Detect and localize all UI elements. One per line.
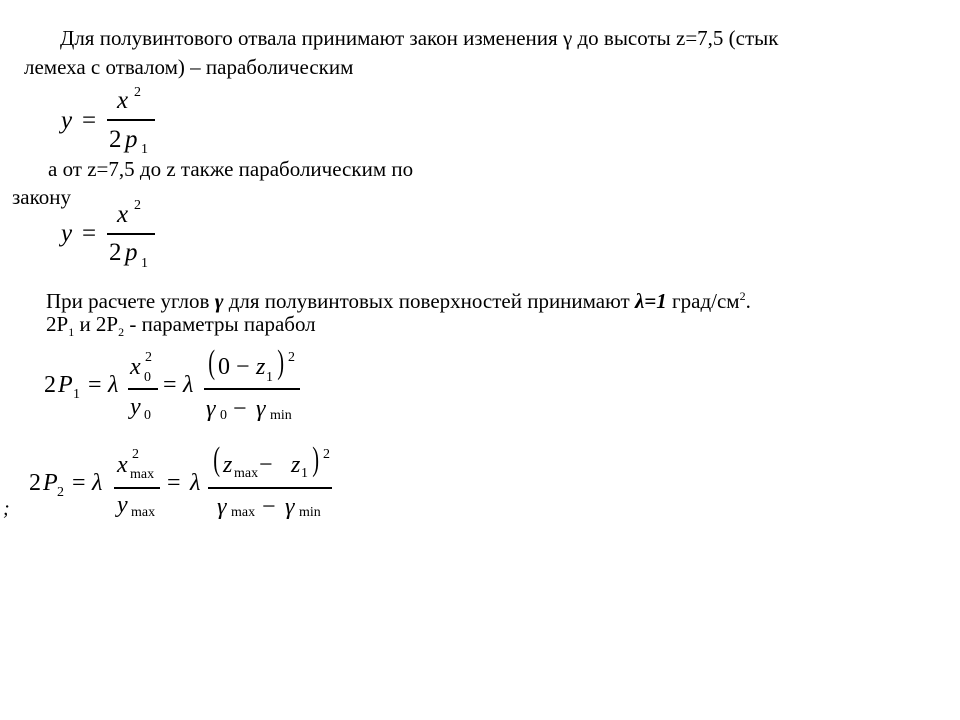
eq-p1-den2-a: γ (206, 396, 216, 422)
formula1-num-exp: 2 (134, 85, 141, 100)
eq-p2-num1-sub: max (130, 467, 155, 482)
eq-p2-fraction-bar-2 (208, 487, 332, 489)
lambda-text-pre: При расчете углов (46, 289, 215, 313)
eq-p1-lambda-1: λ (108, 372, 119, 398)
formula2-den-var: p (125, 239, 138, 266)
formula2-num-var: x (117, 201, 129, 228)
eq-p1-num2-content: 0 − (218, 354, 250, 380)
eq-p2-num2-sub-a: max (234, 466, 259, 481)
eq-p2-lhs-sub: 2 (57, 485, 64, 500)
eq-p1-lhs-sub: 1 (73, 387, 80, 402)
formula1-den-var: p (125, 126, 138, 153)
formula2-lhs: y (61, 220, 73, 247)
eq-p2-fraction-bar-1 (114, 487, 160, 489)
eq-p2-paren-close: ) (312, 441, 320, 478)
lambda-unit-exp: 2 (739, 289, 746, 303)
lambda-end: . (745, 289, 751, 313)
lambda-value: λ=1 (634, 289, 667, 313)
eq-p2-num2-minus: − (259, 452, 273, 478)
eq-p2-num2-sub-b: 1 (301, 466, 308, 481)
formula1-num-var: x (117, 87, 129, 114)
eq-p1-num1-var: x (130, 354, 141, 380)
intro-line-2: лемеха с отвалом) – параболическим (24, 55, 354, 79)
formula2-den-coef: 2 (109, 239, 122, 266)
eq-p1-lambda-2: λ (183, 372, 194, 398)
eq-p2-lhs-var: P (43, 470, 58, 496)
params-p2-sub: 2 (118, 325, 125, 340)
params-p1: 2P (46, 312, 69, 336)
eq-p2-num1-var: x (117, 452, 128, 478)
eq-p2-den2-b-sub: min (299, 505, 321, 520)
lambda-unit: град/см (666, 289, 740, 313)
eq-p2-lambda-2: λ (190, 470, 201, 496)
lambda-text-mid: для полувинтовых поверхностей принимают (223, 289, 635, 313)
eq-p2-num2-exp: 2 (323, 447, 330, 462)
formula1-den-sub: 1 (141, 142, 148, 157)
eq-p1-num2-var: z (256, 354, 266, 380)
intro-line-1: Для полувинтового отвала принимают закон изменения γ до высоты z=7,5 (стык (60, 26, 779, 50)
eq-p2-num2-var-b: z (291, 452, 301, 478)
eq-p1-equals-2: = (163, 372, 177, 398)
eq-p2-paren-open: ( (213, 441, 221, 478)
formula1-fraction-bar (107, 119, 155, 121)
second-line-1: а от z=7,5 до z также параболическим по (48, 157, 414, 181)
formula1-den-coef: 2 (109, 126, 122, 153)
eq-p1-paren-open: ( (208, 344, 216, 381)
eq-p2-equals-1: = (72, 470, 86, 496)
eq-p1-den1-var: y (130, 394, 141, 420)
eq-p2-den2-b: γ (285, 494, 295, 520)
formula1-lhs: y (61, 107, 73, 134)
eq-p2-den2-a-sub: max (231, 505, 256, 520)
eq-p1-den2-a-sub: 0 (220, 408, 227, 423)
eq-p2-den2-a: γ (217, 494, 227, 520)
eq-p2-den1-var: y (117, 492, 128, 518)
eq-p1-num2-exp: 2 (288, 350, 295, 365)
eq-p1-den1-sub: 0 (144, 408, 151, 423)
eq-p1-num2-sub: 1 (266, 370, 273, 385)
params-p1-sub: 1 (68, 325, 75, 340)
eq-p2-lambda-1: λ (92, 470, 103, 496)
eq-p1-den2-b-sub: min (270, 408, 292, 423)
eq-p1-lhs-var: P (58, 372, 73, 398)
gamma-symbol: γ (214, 289, 224, 313)
params-and: и 2P (74, 312, 119, 336)
eq-p2-lhs-coef: 2 (29, 470, 41, 496)
eq-p2-num1-exp: 2 (132, 447, 139, 462)
eq-p1-paren-close: ) (277, 344, 285, 381)
formula2-fraction-bar (107, 233, 155, 235)
eq-p2-num2-var-a: z (223, 452, 233, 478)
params-sentence (46, 310, 316, 347)
eq-p1-lhs-coef: 2 (44, 372, 56, 398)
eq-p1-num1-sub: 0 (144, 370, 151, 385)
eq-p1-den2-minus: − (233, 396, 247, 422)
eq-p2-den2-minus: − (262, 494, 276, 520)
eq-p1-den2-b: γ (256, 396, 266, 422)
formula1-equals: = (82, 107, 97, 134)
eq-p2-den1-sub: max (131, 505, 156, 520)
eq-p1-num1-exp: 2 (145, 350, 152, 365)
formula2-num-exp: 2 (134, 198, 141, 213)
trailing-semicolon: ; (3, 498, 10, 520)
params-rest: - параметры парабол (124, 312, 316, 336)
formula2-den-sub: 1 (141, 256, 148, 271)
formula2-equals: = (82, 220, 97, 247)
eq-p1-equals-1: = (88, 372, 102, 398)
eq-p1-fraction-bar-2 (204, 388, 300, 390)
second-line-2: закону (12, 185, 71, 209)
eq-p1-fraction-bar-1 (128, 388, 158, 390)
eq-p2-equals-2: = (167, 470, 181, 496)
